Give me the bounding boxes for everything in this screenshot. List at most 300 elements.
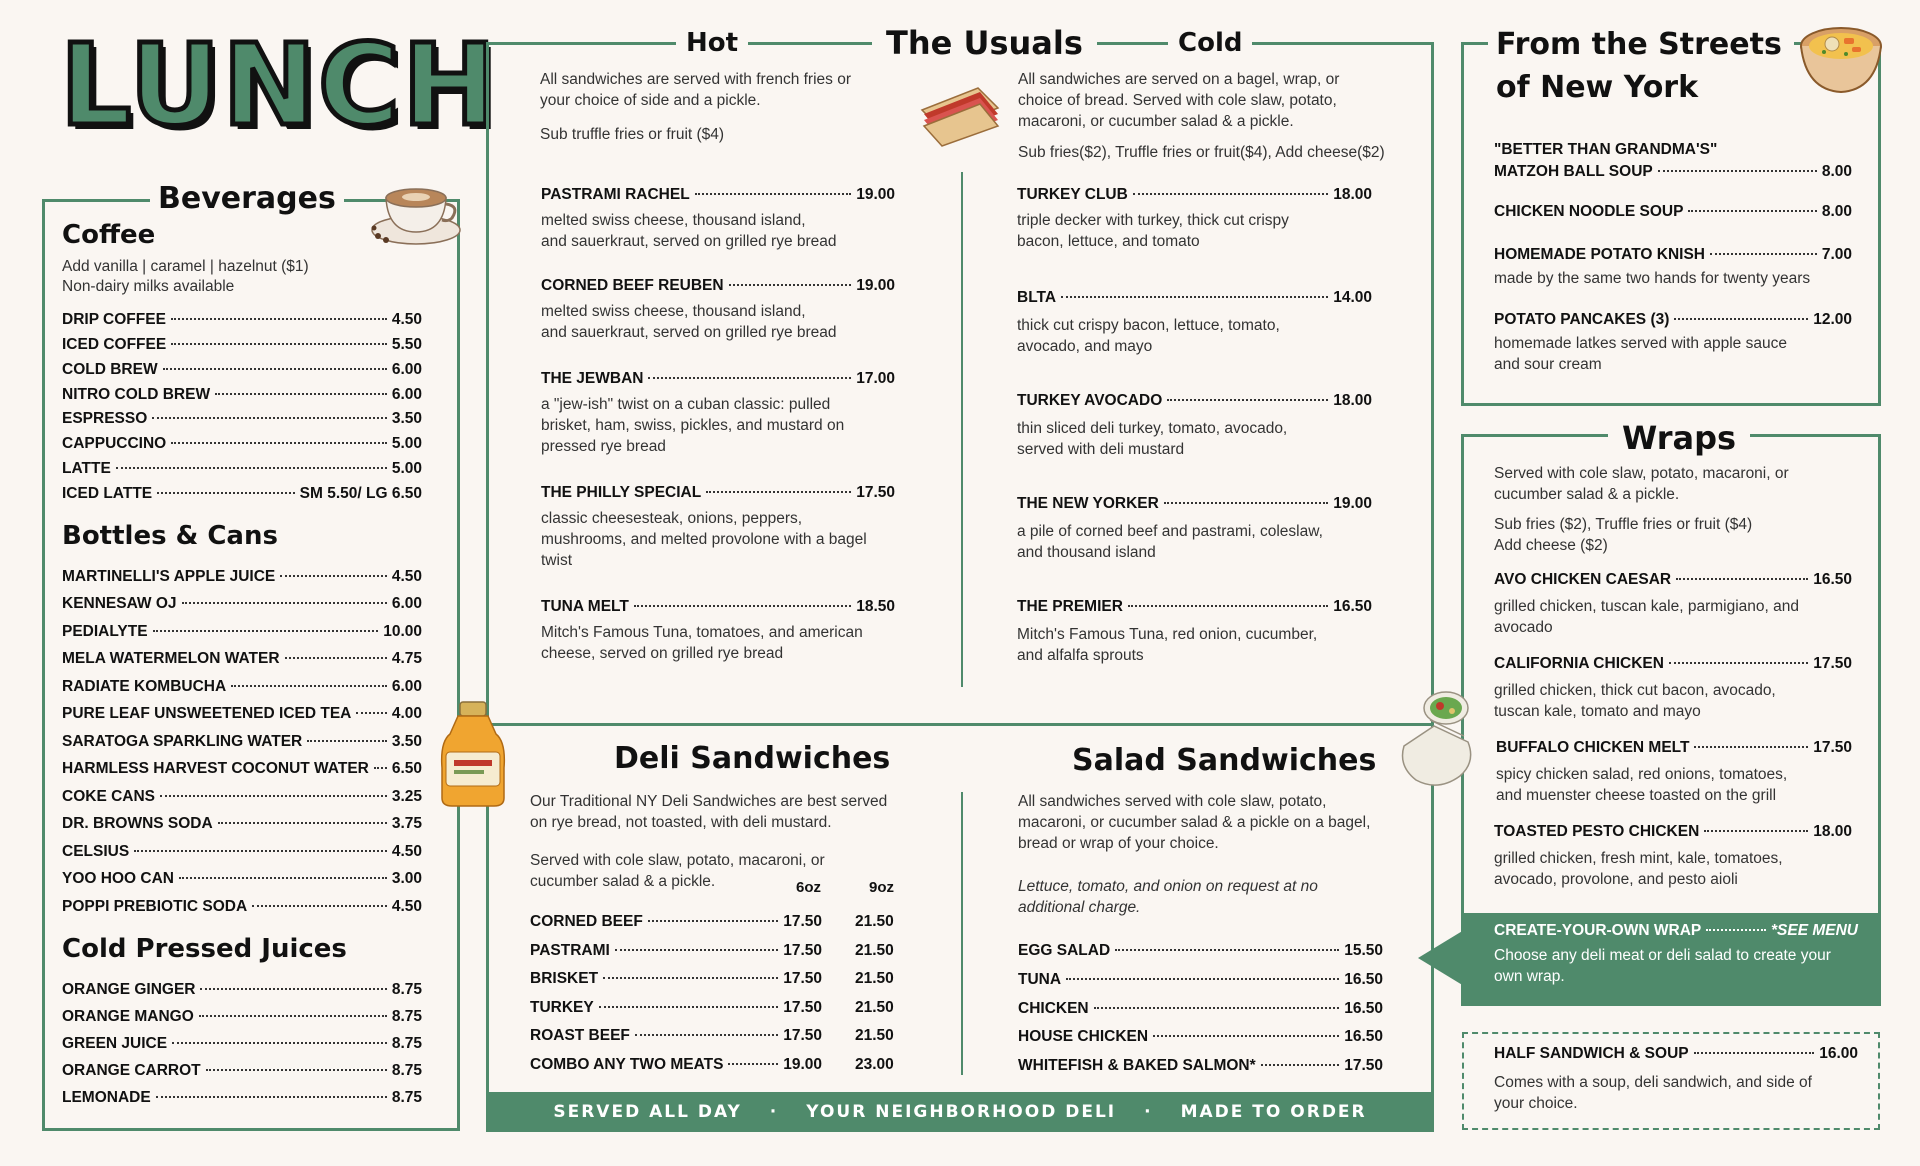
item-desc: a "jew-ish" twist on a cuban classic: pulled — [541, 396, 831, 413]
item-price: 8.00 — [1821, 203, 1852, 220]
item-name: TURKEY AVOCADO — [1017, 392, 1163, 409]
item-price: 18.00 — [1813, 823, 1852, 840]
item-name: TURKEY — [530, 999, 594, 1016]
leader-dots — [615, 949, 778, 951]
list-item — [62, 386, 422, 404]
leader-dots — [160, 795, 387, 797]
list-item — [1018, 1057, 1383, 1075]
price-9oz: 23.00 — [855, 1056, 894, 1073]
item-name: DRIP COFFEE — [62, 311, 166, 328]
leader-dots — [1658, 170, 1817, 172]
list-item — [62, 485, 422, 503]
wrap-illustration — [1394, 686, 1480, 790]
item-price: 3.00 — [391, 870, 422, 887]
list-item — [62, 815, 422, 833]
leader-dots — [356, 712, 386, 714]
leader-dots — [1674, 318, 1808, 320]
item-price: 3.50 — [391, 410, 422, 427]
coffee-heading: Coffee — [62, 220, 156, 250]
leader-dots — [1167, 399, 1328, 401]
item-name: THE PREMIER — [1017, 598, 1123, 615]
item-name: SARATOGA SPARKLING WATER — [62, 733, 303, 750]
middle-divider — [488, 723, 1432, 726]
item-name: EGG SALAD — [1018, 942, 1111, 959]
item-price: 8.75 — [391, 1062, 422, 1079]
price-9oz: 21.50 — [855, 913, 894, 930]
menu-item-name-row — [1017, 495, 1372, 513]
footer-tagline-bar — [488, 1092, 1432, 1132]
item-desc: and sauerkraut, served on grilled rye bread — [541, 324, 837, 341]
price-9oz: 21.50 — [855, 1027, 894, 1044]
item-name: WHITEFISH & BAKED SALMON* — [1018, 1057, 1256, 1074]
leader-dots — [1094, 1007, 1340, 1009]
item-price: 4.00 — [391, 705, 422, 722]
item-price: 6.00 — [391, 361, 422, 378]
item-price: 4.50 — [391, 311, 422, 328]
item-name: ICED COFFEE — [62, 336, 167, 353]
item-name: RADIATE KOMBUCHA — [62, 678, 227, 695]
item-price: 14.00 — [1333, 289, 1372, 306]
item-desc: bacon, lettuce, and tomato — [1017, 233, 1200, 250]
list-item — [62, 981, 422, 999]
item-desc: melted swiss cheese, thousand island, — [541, 303, 806, 320]
salad-note-1: All sandwiches served with cole slaw, potato, — [1018, 793, 1327, 810]
footer-separator: · — [1144, 1102, 1153, 1122]
item-name: POPPI PREBIOTIC SODA — [62, 898, 248, 915]
leader-dots — [706, 491, 851, 493]
item-desc: avocado, and mayo — [1017, 338, 1153, 355]
leader-dots — [1153, 1035, 1339, 1037]
half-sandwich-desc-1: Comes with a soup, deli sandwich, and side of — [1494, 1074, 1812, 1091]
list-item — [62, 1008, 422, 1026]
item-name: COLD BREW — [62, 361, 158, 378]
item-name: ORANGE CARROT — [62, 1062, 201, 1079]
item-price: 18.00 — [1333, 186, 1372, 203]
list-item — [1496, 739, 1852, 757]
leader-dots — [163, 368, 387, 370]
item-name: HOUSE CHICKEN — [1018, 1028, 1149, 1045]
leader-dots — [1710, 253, 1817, 255]
item-desc: mushrooms, and melted provolone with a bagel — [541, 531, 867, 548]
leader-dots — [182, 602, 387, 604]
item-price: 4.50 — [391, 898, 422, 915]
leader-dots — [603, 977, 778, 979]
cyo-wrap-desc-1: Choose any deli meat or deli salad to create your — [1494, 947, 1831, 964]
menu-item-name-row — [541, 598, 895, 616]
leader-dots — [152, 417, 387, 419]
price-6oz: 17.50 — [783, 913, 822, 930]
salad-note-3: bread or wrap of your choice. — [1018, 835, 1219, 852]
menu-item-name-row — [541, 484, 895, 502]
item-name: POTATO PANCAKES (3) — [1494, 311, 1670, 328]
deli-note-1: Our Traditional NY Deli Sandwiches are best served — [530, 793, 888, 810]
leader-dots — [1704, 830, 1808, 832]
item-price: 17.00 — [856, 370, 895, 387]
cyo-wrap-name: CREATE-YOUR-OWN WRAP — [1494, 922, 1702, 939]
item-price: 6.00 — [391, 678, 422, 695]
item-name: CORNED BEEF — [530, 913, 643, 930]
leader-dots — [1164, 502, 1328, 504]
item-name: KENNESAW OJ — [62, 595, 177, 612]
item-desc: and alfalfa sprouts — [1017, 647, 1144, 664]
item-name: TUNA MELT — [541, 598, 629, 615]
leader-dots — [285, 657, 387, 659]
table-row — [530, 970, 822, 988]
leader-dots — [171, 318, 387, 320]
price-6oz: 19.00 — [783, 1056, 822, 1073]
deli-col-9oz: 9oz — [869, 879, 895, 896]
list-item — [1494, 203, 1852, 221]
streets-heading-line2: of New York — [1496, 70, 1699, 105]
item-price: 19.00 — [856, 277, 895, 294]
leader-dots — [1061, 296, 1328, 298]
leader-dots — [179, 877, 387, 879]
item-price: 15.50 — [1344, 942, 1383, 959]
item-name: HARMLESS HARVEST COCONUT WATER — [62, 760, 369, 777]
item-price: 8.75 — [391, 1089, 422, 1106]
item-desc: and sauerkraut, served on grilled rye bread — [541, 233, 837, 250]
item-desc: grilled chicken, thick cut bacon, avocado, — [1494, 682, 1776, 699]
salad-note-4: Lettuce, tomato, and onion on request at no — [1018, 878, 1318, 895]
item-desc: thin sliced deli turkey, tomato, avocado, — [1017, 420, 1288, 437]
leader-dots — [172, 1042, 387, 1044]
item-name: CORNED BEEF REUBEN — [541, 277, 724, 294]
item-name: DR. BROWNS SODA — [62, 815, 213, 832]
item-desc: and sour cream — [1494, 356, 1602, 373]
list-item — [1494, 311, 1852, 329]
item-price: 17.50 — [1813, 655, 1852, 672]
footer-separator: · — [769, 1102, 779, 1122]
list-item — [1018, 942, 1383, 960]
price-6oz: 17.50 — [783, 942, 822, 959]
item-desc: melted swiss cheese, thousand island, — [541, 212, 806, 229]
leader-dots — [1694, 746, 1808, 748]
item-name: YOO HOO CAN — [62, 870, 174, 887]
bottles-cans-heading: Bottles & Cans — [62, 521, 278, 551]
list-item — [62, 843, 422, 861]
juice-bottle-illustration — [432, 698, 514, 810]
cold-note-3: macaroni, or cucumber salad & a pickle. — [1018, 113, 1294, 130]
menu-item-name-row — [1017, 392, 1372, 410]
leader-dots — [1115, 949, 1339, 951]
item-name: THE PHILLY SPECIAL — [541, 484, 702, 501]
item-desc: and thousand island — [1017, 544, 1156, 561]
coffee-note-milks: Non-dairy milks available — [62, 278, 235, 295]
menu-item-name-row — [541, 370, 895, 388]
item-desc: grilled chicken, tuscan kale, parmigiano, and — [1494, 598, 1800, 615]
salad-note-5: additional charge. — [1018, 899, 1141, 916]
item-price: 8.75 — [391, 1008, 422, 1025]
list-item — [62, 568, 422, 586]
item-name: BUFFALO CHICKEN MELT — [1496, 739, 1690, 756]
list-item — [62, 410, 422, 428]
list-item — [62, 1089, 422, 1107]
item-price: 4.50 — [391, 843, 422, 860]
item-desc: avocado — [1494, 619, 1553, 636]
menu-item-name-row — [1017, 289, 1372, 307]
item-price: 6.50 — [391, 760, 422, 777]
footer-neighborhood-deli: YOUR NEIGHBORHOOD DELI — [806, 1102, 1117, 1122]
leader-dots — [648, 920, 778, 922]
item-name: ORANGE MANGO — [62, 1008, 194, 1025]
item-price: 5.00 — [391, 460, 422, 477]
list-item — [62, 898, 422, 916]
item-price: 3.25 — [391, 788, 422, 805]
leader-dots — [1261, 1064, 1340, 1066]
list-item — [62, 595, 422, 613]
list-item — [62, 1035, 422, 1053]
leader-dots — [634, 605, 851, 607]
item-price: 6.00 — [391, 386, 422, 403]
item-name: TOASTED PESTO CHICKEN — [1494, 823, 1700, 840]
item-desc: spicy chicken salad, red onions, tomatoes, — [1496, 766, 1788, 783]
price-9oz: 21.50 — [855, 942, 894, 959]
item-price: 18.00 — [1333, 392, 1372, 409]
coffee-note-syrups: Add vanilla | caramel | hazelnut ($1) — [62, 258, 309, 275]
wraps-note-2: cucumber salad & a pickle. — [1494, 486, 1680, 503]
pointer-arrow-icon — [1418, 930, 1464, 986]
wraps-note-1: Served with cole slaw, potato, macaroni, or — [1494, 465, 1789, 482]
cyo-wrap-desc-2: own wrap. — [1494, 968, 1565, 985]
item-desc: grilled chicken, fresh mint, kale, tomatoes, — [1494, 850, 1783, 867]
leader-dots — [280, 575, 387, 577]
item-price: 8.00 — [1821, 163, 1852, 180]
item-price: 16.50 — [1344, 971, 1383, 988]
item-name: PASTRAMI — [530, 942, 610, 959]
item-name: GREEN JUICE — [62, 1035, 168, 1052]
wraps-note-4: Add cheese ($2) — [1494, 537, 1608, 554]
item-name: CALIFORNIA CHICKEN — [1494, 655, 1664, 672]
list-item — [1494, 655, 1852, 673]
hot-label: Hot — [676, 30, 748, 56]
wraps-heading: Wraps — [1608, 422, 1750, 454]
list-item — [62, 336, 422, 354]
item-price: 17.50 — [1344, 1057, 1383, 1074]
price-9oz: 21.50 — [855, 970, 894, 987]
item-price: 5.50 — [391, 336, 422, 353]
item-desc: tuscan kale, tomato and mayo — [1494, 703, 1701, 720]
item-name: HALF SANDWICH & SOUP — [1494, 1045, 1689, 1062]
item-name: PURE LEAF UNSWEETENED ICED TEA — [62, 705, 352, 722]
wraps-note-3: Sub fries ($2), Truffle fries or fruit ($4) — [1494, 516, 1753, 533]
price-6oz: 17.50 — [783, 1027, 822, 1044]
item-price: 7.00 — [1821, 246, 1852, 263]
item-price: 16.00 — [1819, 1045, 1858, 1062]
item-name: CHICKEN — [1018, 1000, 1089, 1017]
item-price: 10.00 — [383, 623, 422, 640]
list-item — [62, 460, 422, 478]
leader-dots — [1688, 210, 1816, 212]
deli-salad-divider — [961, 792, 963, 1075]
leader-dots — [215, 393, 387, 395]
leader-dots — [153, 630, 379, 632]
item-name: CELSIUS — [62, 843, 130, 860]
leader-dots — [599, 1006, 778, 1008]
item-desc: and muenster cheese toasted on the grill — [1496, 787, 1777, 804]
item-price: 16.50 — [1333, 598, 1372, 615]
leader-dots — [1669, 662, 1808, 664]
list-item — [62, 705, 422, 723]
item-price: 3.50 — [391, 733, 422, 750]
item-name: ESPRESSO — [62, 410, 148, 427]
item-name: COMBO ANY TWO MEATS — [530, 1056, 724, 1073]
item-desc: made by the same two hands for twenty years — [1494, 270, 1811, 287]
cold-pressed-juices-heading: Cold Pressed Juices — [62, 934, 347, 964]
item-name: NITRO COLD BREW — [62, 386, 211, 403]
soup-bowl-illustration — [1796, 14, 1886, 98]
list-item — [62, 870, 422, 888]
list-item — [1018, 1028, 1383, 1046]
leader-dots — [199, 1015, 387, 1017]
table-row — [530, 1027, 822, 1045]
leader-dots — [156, 1096, 387, 1098]
price-6oz: 17.50 — [783, 970, 822, 987]
item-name: THE NEW YORKER — [1017, 495, 1159, 512]
leader-dots — [1066, 978, 1339, 980]
item-name: BLTA — [1017, 289, 1057, 306]
leader-dots — [171, 442, 387, 444]
beverages-heading: Beverages — [150, 184, 344, 214]
item-desc: served with deli mustard — [1017, 441, 1185, 458]
leader-dots — [134, 850, 387, 852]
list-item — [62, 788, 422, 806]
half-sandwich-desc-2: your choice. — [1494, 1095, 1578, 1112]
leader-dots — [116, 467, 387, 469]
item-price: 5.00 — [391, 435, 422, 452]
hot-cold-divider — [961, 172, 963, 687]
leader-dots — [1706, 929, 1766, 931]
leader-dots — [648, 377, 851, 379]
cold-label: Cold — [1168, 30, 1252, 56]
leader-dots — [1128, 605, 1328, 607]
list-item — [62, 311, 422, 329]
cyo-wrap-price: *SEE MENU — [1771, 922, 1858, 939]
list-item — [62, 435, 422, 453]
hot-note-3: Sub truffle fries or fruit ($4) — [540, 126, 725, 143]
item-price: 18.50 — [856, 598, 895, 615]
table-row — [530, 999, 822, 1017]
hot-note-1: All sandwiches are served with french fries or — [540, 71, 851, 88]
item-name: PASTRAMI RACHEL — [541, 186, 690, 203]
cold-note-4: Sub fries($2), Truffle fries or fruit($4), Add cheese($2) — [1018, 144, 1385, 161]
price-6oz: 17.50 — [783, 999, 822, 1016]
menu-item-name-row — [541, 186, 895, 204]
leader-dots — [728, 1063, 778, 1065]
item-name: THE JEWBAN — [541, 370, 644, 387]
item-name: TUNA — [1018, 971, 1062, 988]
item-name: MATZOH BALL SOUP — [1494, 163, 1653, 180]
item-price: 6.00 — [391, 595, 422, 612]
menu-item-name-row — [1017, 598, 1372, 616]
list-item — [1018, 971, 1383, 989]
item-price: 4.50 — [391, 568, 422, 585]
item-desc: classic cheesesteak, onions, peppers, — [541, 510, 803, 527]
item-name: BRISKET — [530, 970, 599, 987]
menu-item-name-row — [541, 277, 895, 295]
list-item — [1494, 163, 1852, 181]
list-item — [1494, 246, 1852, 264]
item-name: MARTINELLI'S APPLE JUICE — [62, 568, 276, 585]
table-row — [530, 942, 822, 960]
salad-sandwiches-heading: Salad Sandwiches — [1058, 746, 1390, 776]
item-desc: twist — [541, 552, 572, 569]
leader-dots — [635, 1034, 778, 1036]
item-price: 16.50 — [1344, 1000, 1383, 1017]
item-price: 17.50 — [856, 484, 895, 501]
leader-dots — [729, 284, 852, 286]
deli-note-2: on rye bread, not toasted, with deli mustard. — [530, 814, 832, 831]
deli-note-3: Served with cole slaw, potato, macaroni, or — [530, 852, 825, 869]
item-name: HOMEMADE POTATO KNISH — [1494, 246, 1705, 263]
deli-col-6oz: 6oz — [796, 879, 822, 896]
price-9oz: 21.50 — [855, 999, 894, 1016]
menu-item-name-row — [1017, 186, 1372, 204]
item-name: ICED LATTE — [62, 485, 153, 502]
deli-note-4: cucumber salad & a pickle. — [530, 873, 716, 890]
item-name: COKE CANS — [62, 788, 156, 805]
item-name: CAPPUCCINO — [62, 435, 167, 452]
list-item — [1494, 823, 1852, 841]
item-desc: Mitch's Famous Tuna, red onion, cucumber, — [1017, 626, 1318, 643]
list-item — [1018, 1000, 1383, 1018]
item-name: ROAST BEEF — [530, 1027, 630, 1044]
list-item — [62, 678, 422, 696]
salad-note-2: macaroni, or cucumber salad & a pickle on a bagel, — [1018, 814, 1371, 831]
item-name: TURKEY CLUB — [1017, 186, 1128, 203]
leader-dots — [1133, 193, 1328, 195]
the-usuals-box — [486, 42, 1434, 1132]
item-price: 19.00 — [856, 186, 895, 203]
item-price: 16.50 — [1344, 1028, 1383, 1045]
cyo-wrap-row — [1494, 922, 1858, 940]
item-price: 16.50 — [1813, 571, 1852, 588]
item-name: LEMONADE — [62, 1089, 151, 1106]
leader-dots — [1694, 1052, 1815, 1054]
leader-dots — [307, 740, 387, 742]
item-name-line1: "BETTER THAN GRANDMA'S" — [1494, 141, 1718, 158]
item-price: 3.75 — [391, 815, 422, 832]
item-name: LATTE — [62, 460, 111, 477]
deli-sandwiches-heading: Deli Sandwiches — [600, 744, 904, 774]
leader-dots — [695, 193, 852, 195]
item-desc: thick cut crispy bacon, lettuce, tomato, — [1017, 317, 1280, 334]
item-price: 19.00 — [1333, 495, 1372, 512]
footer-made-to-order: MADE TO ORDER — [1180, 1102, 1367, 1122]
item-desc: brisket, ham, swiss, pickles, and mustard on — [541, 417, 845, 434]
item-desc: cheese, served on grilled rye bread — [541, 645, 784, 662]
list-item — [62, 650, 422, 668]
table-row — [530, 913, 822, 931]
leader-dots — [252, 905, 387, 907]
list-item — [1494, 571, 1852, 589]
coffee-cup-illustration — [366, 170, 466, 250]
item-price: 12.00 — [1813, 311, 1852, 328]
item-price: SM 5.50/ LG 6.50 — [299, 485, 422, 502]
list-item — [62, 623, 422, 641]
leader-dots — [1676, 578, 1808, 580]
item-name: PEDIALYTE — [62, 623, 148, 640]
item-name: AVO CHICKEN CAESAR — [1494, 571, 1672, 588]
leader-dots — [157, 492, 295, 494]
item-price: 17.50 — [1813, 739, 1852, 756]
item-desc: Mitch's Famous Tuna, tomatoes, and american — [541, 624, 863, 641]
cold-note-1: All sandwiches are served on a bagel, wrap, or — [1018, 71, 1340, 88]
table-row — [530, 1056, 822, 1074]
list-item — [62, 733, 422, 751]
leader-dots — [206, 1069, 387, 1071]
half-sandwich-row — [1494, 1045, 1858, 1063]
item-name: MELA WATERMELON WATER — [62, 650, 280, 667]
